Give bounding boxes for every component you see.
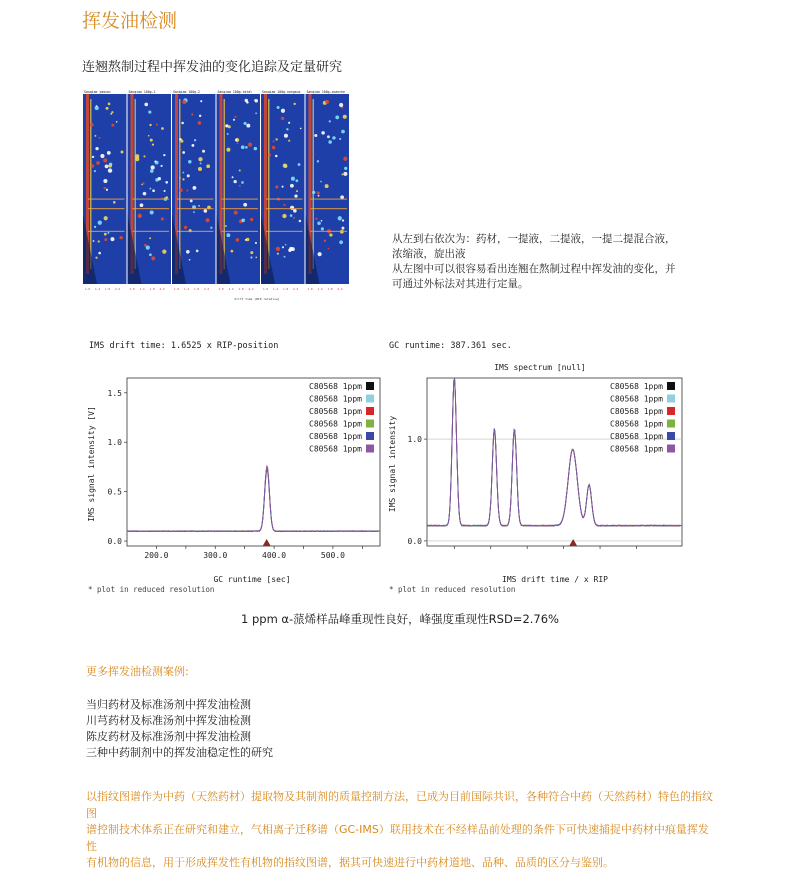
x-tick-label: 300.0 — [203, 551, 228, 560]
legend-label: C80568 1ppm — [309, 394, 362, 404]
heatmap-tick-label: 2.2 — [204, 287, 210, 291]
footer-line: 以指纹图谱作为中药（天然药材）提取物及其制剂的质量控制方法，已成为目前国际共识，各种符合中药（天然药材）特色的指纹图 — [86, 790, 713, 820]
legend-swatch — [366, 445, 374, 453]
right-footnote: * plot in reduced resolution — [389, 585, 516, 594]
legend-label: C80568 1ppm — [610, 444, 663, 454]
left-xlabel: GC runtime [sec] — [213, 575, 291, 584]
legend-label: C80568 1ppm — [309, 444, 362, 454]
y-tick-label: 0.0 — [407, 536, 422, 546]
legend-label: C80568 1ppm — [610, 407, 663, 416]
heatmap-tick-label: 1.0 — [263, 287, 269, 291]
heatmap-tick-label: 1.0 — [218, 287, 224, 291]
right-x-axis — [454, 546, 636, 549]
left-x-axis — [144, 546, 362, 560]
gc-ims-heatmap-figure — [82, 88, 352, 302]
heatmap-panel — [306, 90, 350, 291]
heatmap-tick-label: 1.0 — [85, 287, 91, 291]
right-y-axis — [408, 435, 427, 546]
more-cases-heading: 更多挥发油检测案例: — [86, 665, 189, 678]
heatmap-tick-label: 1.8 — [194, 287, 200, 291]
heatmap-tick-label: 1.8 — [105, 287, 111, 291]
page-title: 挥发油检测 — [82, 10, 178, 32]
heatmap-tick-label: 1.0 — [174, 287, 180, 291]
heatmap-tick-label: 1.4 — [317, 287, 323, 291]
heatmap-tick-label: 1.8 — [238, 287, 244, 291]
heatmap-panel-label: Sanqiao 100g-2 — [173, 90, 200, 94]
footer-line: 有机物的信息，用于形成挥发性有机物的指纹图谱，据其可快速进行中药材道地、品种、品质的区分与鉴别。 — [86, 856, 614, 869]
left-footnote: * plot in reduced resolution — [88, 585, 215, 594]
legend-swatch — [366, 420, 374, 428]
y-tick-label: 0.0 — [107, 537, 122, 547]
right-ylabel: IMS signal intensity — [388, 415, 397, 513]
y-tick-label: 1.5 — [107, 388, 122, 398]
heatmap-tick-label: 1.0 — [307, 287, 313, 291]
ims-spectrum-chart — [385, 336, 690, 598]
heatmap-tick-label: 1.4 — [273, 287, 279, 291]
legend-swatch — [667, 445, 675, 453]
y-tick-label: 0.5 — [107, 487, 122, 497]
heatmap-panel — [128, 90, 172, 291]
heatmap-tick-label: 2.2 — [115, 287, 121, 291]
legend-label: C80568 1ppm — [610, 432, 663, 441]
legend-label: C80568 1ppm — [610, 419, 663, 429]
heatmap-panel-label: Sanqiao 100g-1 — [128, 90, 156, 94]
description-line: 可通过外标法对其进行定量。 — [392, 278, 529, 290]
legend-label: C80568 1ppm — [309, 419, 362, 429]
legend-swatch — [667, 420, 675, 428]
legend-label: C80568 1ppm — [309, 382, 362, 391]
description-line: 从左图中可以很容易看出连翘在熬制过程中挥发油的变化，并 — [392, 263, 676, 275]
heatmap-tick-label: 2.2 — [159, 287, 165, 291]
left-y-axis — [108, 389, 127, 546]
left-ylabel: IMS signal intensity [V] — [87, 406, 96, 522]
heatmap-panel-label: Sanqiao 100g-total — [217, 90, 253, 94]
x-tick-label: 400.0 — [262, 551, 287, 560]
heatmap-panel — [83, 90, 127, 291]
heatmap-panel — [261, 90, 305, 291]
legend-swatch — [366, 432, 374, 440]
y-tick-label: 1.0 — [407, 435, 422, 445]
heatmap-panel — [172, 90, 216, 291]
right-chart-title: IMS spectrum [null] — [494, 363, 586, 372]
legend-swatch — [366, 395, 374, 403]
case-link[interactable]: 当归药材及标准汤剂中挥发油检测 — [86, 698, 251, 711]
case-link[interactable]: 三种中药制剂中的挥发油稳定性的研究 — [86, 746, 273, 759]
legend-swatch — [667, 432, 675, 440]
case-link[interactable]: 川芎药材及标准汤剂中挥发油检测 — [86, 714, 251, 727]
legend-swatch — [366, 407, 374, 415]
heatmap-tick-label: 2.2 — [337, 287, 343, 291]
heatmap-panel — [217, 90, 261, 291]
chart-caption: 1 ppm α-蒎烯样品峰重现性良好，峰强度重现性RSD=2.76% — [241, 612, 559, 626]
legend-swatch — [366, 382, 374, 390]
more-cases-list — [86, 697, 273, 761]
footer-paragraph — [86, 789, 716, 872]
heatmap-panel-label: Sanqiao 100g-nongsuo — [262, 90, 301, 94]
heatmap-tick-label: 1.4 — [228, 287, 234, 291]
legend-label: C80568 1ppm — [309, 407, 362, 416]
heatmap-tick-label: 1.4 — [139, 287, 145, 291]
figure-description — [392, 232, 692, 292]
heatmap-xlabel: drift time [RIP relative] — [234, 297, 280, 301]
legend-swatch — [667, 395, 675, 403]
x-tick-label: 200.0 — [144, 551, 169, 560]
heatmap-tick-label: 1.4 — [184, 287, 190, 291]
description-line: 浓缩液，旋出液 — [392, 248, 466, 260]
description-line: 从左到右依次为：药材，一提液，二提液，一提二提混合液， — [392, 233, 676, 245]
heatmap-tick-label: 1.8 — [327, 287, 333, 291]
case-link[interactable]: 陈皮药材及标准汤剂中挥发油检测 — [86, 730, 251, 743]
right-chart-header: GC runtime: 387.361 sec. — [389, 341, 512, 351]
heatmap-panel-label: Sanqiao 100g-xuanche — [306, 90, 345, 94]
heatmap-tick-label: 1.8 — [283, 287, 289, 291]
heatmap-panel-label: Sanqiao yaocai — [84, 90, 111, 94]
heatmap-tick-label: 2.2 — [248, 287, 254, 291]
gc-runtime-chart — [82, 336, 382, 598]
right-xlabel: IMS drift time / x RIP — [502, 575, 608, 584]
legend-swatch — [667, 407, 675, 415]
footer-line: 谱控制技术体系正在研究和建立，气相离子迁移谱（GC-IMS）联用技术在不经样品前处理的条件下可快速捕捉中药材中痕量挥发性 — [86, 823, 709, 853]
page-subtitle: 连翘熬制过程中挥发油的变化追踪及定量研究 — [82, 60, 343, 75]
legend-label: C80568 1ppm — [610, 394, 663, 404]
heatmap-tick-label: 1.0 — [129, 287, 135, 291]
left-chart-header: IMS drift time: 1.6525 x RIP-position — [89, 341, 279, 351]
legend-swatch — [667, 382, 675, 390]
legend-label: C80568 1ppm — [610, 382, 663, 391]
legend-label: C80568 1ppm — [309, 432, 362, 441]
x-tick-label: 500.0 — [320, 551, 345, 560]
heatmap-tick-label: 1.8 — [149, 287, 155, 291]
heatmap-tick-label: 2.2 — [293, 287, 299, 291]
y-tick-label: 1.0 — [107, 438, 122, 448]
heatmap-tick-label: 1.4 — [95, 287, 101, 291]
